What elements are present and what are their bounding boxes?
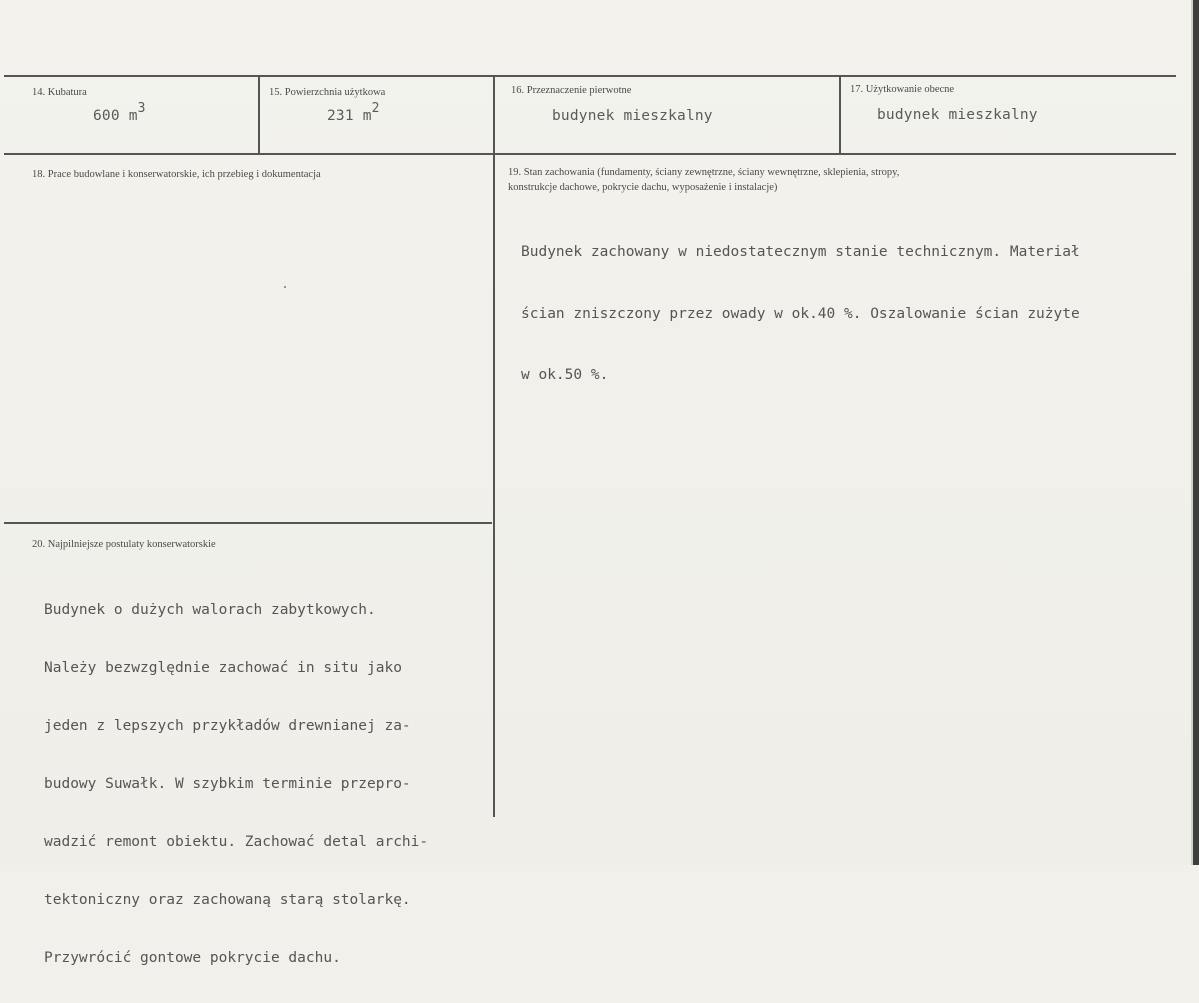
prace-label: 18. Prace budowlane i konserwatorskie, ich przebieg i dokumentacja	[32, 169, 321, 180]
section-20-top-rule	[4, 522, 492, 524]
stan-line: ścian zniszczony przez owady w ok.40 %. Oszalowanie ścian zużyte	[521, 306, 1080, 322]
postulaty-line: wadzić remont obiektu. Zachować detal archi-	[44, 834, 429, 850]
powierzchnia-value	[327, 101, 380, 124]
card-edge	[1193, 0, 1199, 865]
kubatura-label: 14. Kubatura	[32, 87, 87, 98]
postulaty-line: budowy Suwałk. W szybkim terminie przepro-	[44, 776, 411, 792]
top-rule	[4, 75, 1176, 77]
header-bottom-rule	[4, 153, 1176, 155]
stan-label-line-1: 19. Stan zachowania (fundamenty, ściany zewnętrzne, ściany wewnętrzne, sklepienia, stropy,	[508, 167, 900, 178]
postulaty-line: tektoniczny oraz zachowaną starą stolarkę.	[44, 892, 411, 908]
kubatura-exponent: 3	[137, 101, 146, 116]
stan-text	[521, 207, 1080, 420]
postulaty-line: jeden z lepszych przykładów drewnianej za-	[44, 718, 411, 734]
postulaty-line: Przywrócić gontowe pokrycie dachu.	[44, 950, 341, 966]
uzytkowanie-label: 17. Użytkowanie obecne	[850, 84, 955, 95]
postulaty-text	[44, 565, 428, 1003]
stan-line: Budynek zachowany w niedostatecznym stanie technicznym. Materiał	[521, 244, 1080, 260]
powierzchnia-number: 231 m	[327, 108, 372, 124]
stan-label-line-2: konstrukcje dachowe, pokrycie dachu, wyposażenie i instalacje)	[508, 182, 778, 193]
postulaty-line: Należy bezwzględnie zachować in situ jako	[44, 660, 402, 676]
stray-dot	[284, 286, 286, 288]
kubatura-value	[93, 101, 146, 124]
postulaty-label: 20. Najpilniejsze postulaty konserwatorskie	[32, 539, 216, 550]
stan-line: w ok.50 %.	[521, 367, 609, 383]
kubatura-number: 600 m	[93, 108, 138, 124]
przeznaczenie-value: budynek mieszkalny	[552, 108, 713, 124]
przeznaczenie-label: 16. Przeznaczenie pierwotne	[511, 85, 632, 96]
powierzchnia-exponent: 2	[371, 101, 380, 116]
powierzchnia-label: 15. Powierzchnia użytkowa	[269, 87, 386, 98]
divider-left-right	[493, 154, 495, 817]
divider-16-17	[839, 76, 841, 153]
uzytkowanie-value: budynek mieszkalny	[877, 107, 1038, 123]
divider-15-16	[493, 76, 495, 153]
divider-14-15	[258, 76, 260, 153]
postulaty-line: Budynek o dużych walorach zabytkowych.	[44, 602, 376, 618]
